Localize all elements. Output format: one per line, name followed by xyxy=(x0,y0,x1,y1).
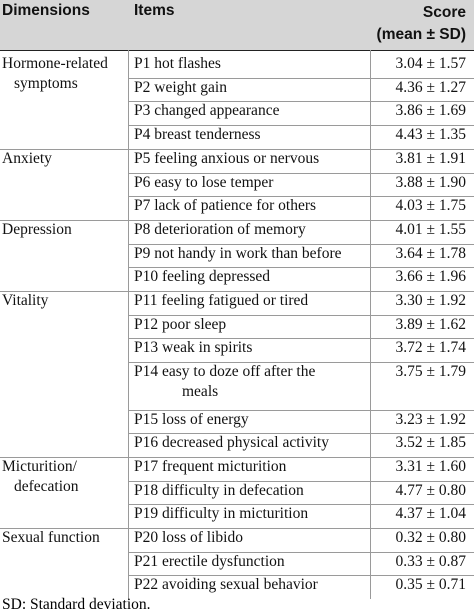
dimension-label-line1: Anxiety xyxy=(2,149,52,167)
item-text: P3 changed appearance xyxy=(134,102,280,120)
table-row xyxy=(0,362,474,409)
item-label xyxy=(134,149,370,169)
score-value: 3.72 ± 1.74 xyxy=(395,339,466,357)
item-label xyxy=(134,220,370,240)
item-label xyxy=(134,362,370,402)
item-label xyxy=(134,433,370,453)
score-value: 3.89 ± 1.62 xyxy=(395,315,466,333)
table-row xyxy=(0,315,474,339)
dimension-column-divider xyxy=(128,50,129,599)
score-value: 0.32 ± 0.80 xyxy=(395,529,466,546)
item-text: P20 loss of libido xyxy=(134,529,243,546)
item-text: P22 avoiding sexual behavior xyxy=(134,576,318,594)
score-value: 4.36 ± 1.27 xyxy=(395,78,466,96)
item-text-continued: meals xyxy=(182,383,219,401)
item-label xyxy=(134,291,370,311)
dimension-label-line2: defecation xyxy=(14,477,79,495)
header-score xyxy=(377,2,466,46)
table-row xyxy=(0,244,474,268)
item-text: P16 decreased physical activity xyxy=(134,434,329,452)
dimension-label-line1: Vitality xyxy=(2,292,49,309)
item-label xyxy=(134,575,370,595)
table-row xyxy=(0,433,474,457)
item-label xyxy=(134,78,370,98)
score-value: 3.86 ± 1.69 xyxy=(395,102,466,120)
score-value: 4.01 ± 1.55 xyxy=(395,220,466,238)
header-score-line1: Score xyxy=(422,4,466,21)
table-row xyxy=(0,291,474,315)
table-row xyxy=(0,528,474,552)
dimension-label-line1: Micturition/ xyxy=(2,457,77,475)
score-value: 4.03 ± 1.75 xyxy=(395,197,466,215)
item-text: P14 easy to doze off after the xyxy=(134,363,316,381)
item-text: P21 erectile dysfunction xyxy=(134,552,285,570)
table-row xyxy=(0,125,474,149)
table-header xyxy=(0,0,474,51)
item-text: P13 weak in spirits xyxy=(134,339,253,357)
item-text: P12 poor sleep xyxy=(134,315,227,333)
item-label xyxy=(134,125,370,145)
score-value: 3.30 ± 1.92 xyxy=(395,292,466,309)
dimension-label-line1: Depression xyxy=(2,220,72,238)
dimension-label xyxy=(2,528,128,548)
item-label xyxy=(134,267,370,287)
item-label xyxy=(134,173,370,193)
item-text: P18 difficulty in defecation xyxy=(134,481,304,499)
table-row xyxy=(0,149,474,173)
table-row xyxy=(0,78,474,102)
item-text: P1 hot flashes xyxy=(134,55,221,72)
dimension-label xyxy=(2,291,128,311)
item-label xyxy=(134,101,370,121)
item-label xyxy=(134,54,370,74)
item-label xyxy=(134,244,370,264)
item-text: P2 weight gain xyxy=(134,78,227,96)
score-value: 0.35 ± 0.71 xyxy=(395,576,466,594)
footnote: SD: Standard deviation. xyxy=(2,596,151,613)
score-value: 4.43 ± 1.35 xyxy=(395,126,466,144)
item-label xyxy=(134,315,370,335)
item-text: P5 feeling anxious or nervous xyxy=(134,149,320,167)
dimension-label xyxy=(2,149,128,169)
item-label xyxy=(134,481,370,501)
table-row xyxy=(0,267,474,291)
header-items: Items xyxy=(134,2,175,19)
item-text: P7 lack of patience for others xyxy=(134,197,317,215)
item-label xyxy=(134,196,370,216)
score-value: 3.88 ± 1.90 xyxy=(395,173,466,191)
item-label xyxy=(134,338,370,358)
item-text: P6 easy to lose temper xyxy=(134,173,274,191)
score-value: 4.77 ± 0.80 xyxy=(395,481,466,499)
item-text: P11 feeling fatigued or tired xyxy=(134,292,309,309)
item-label xyxy=(134,457,370,477)
item-text: P17 frequent micturition xyxy=(134,457,287,475)
item-label xyxy=(134,552,370,572)
header-score-line2: (mean ± SD) xyxy=(376,26,466,43)
score-value: 0.33 ± 0.87 xyxy=(395,552,466,570)
score-value: 3.75 ± 1.79 xyxy=(395,363,466,381)
dimension-label xyxy=(2,220,128,240)
item-label xyxy=(134,504,370,524)
score-column-divider xyxy=(370,50,371,599)
table-row xyxy=(0,220,474,244)
table-row xyxy=(0,173,474,197)
score-value: 4.37 ± 1.04 xyxy=(395,505,466,523)
score-value: 3.81 ± 1.91 xyxy=(395,149,466,167)
table-row xyxy=(0,410,474,434)
item-label xyxy=(134,410,370,430)
table-row xyxy=(0,504,474,528)
dimension-label-line1: Hormone-related xyxy=(2,55,108,72)
score-value: 3.64 ± 1.78 xyxy=(395,244,466,262)
table-row xyxy=(0,552,474,576)
table-row xyxy=(0,196,474,220)
item-text: P4 breast tenderness xyxy=(134,126,261,144)
header-dimensions: Dimensions xyxy=(2,2,90,19)
item-text: P10 feeling depressed xyxy=(134,268,271,286)
score-value: 3.52 ± 1.85 xyxy=(395,434,466,452)
score-value: 3.66 ± 1.96 xyxy=(395,268,466,286)
table-row xyxy=(0,101,474,125)
score-value: 3.23 ± 1.92 xyxy=(395,410,466,428)
dimension-label-line2: symptoms xyxy=(14,75,78,92)
score-value: 3.04 ± 1.57 xyxy=(395,55,466,72)
table-row xyxy=(0,338,474,362)
score-value: 3.31 ± 1.60 xyxy=(395,457,466,475)
item-text: P15 loss of energy xyxy=(134,410,249,428)
table-row xyxy=(0,481,474,505)
item-label xyxy=(134,528,370,548)
item-text: P9 not handy in work than before xyxy=(134,244,342,262)
item-text: P8 deterioration of memory xyxy=(134,220,306,238)
dimension-label-line1: Sexual function xyxy=(2,529,100,546)
item-text: P19 difficulty in micturition xyxy=(134,505,309,523)
